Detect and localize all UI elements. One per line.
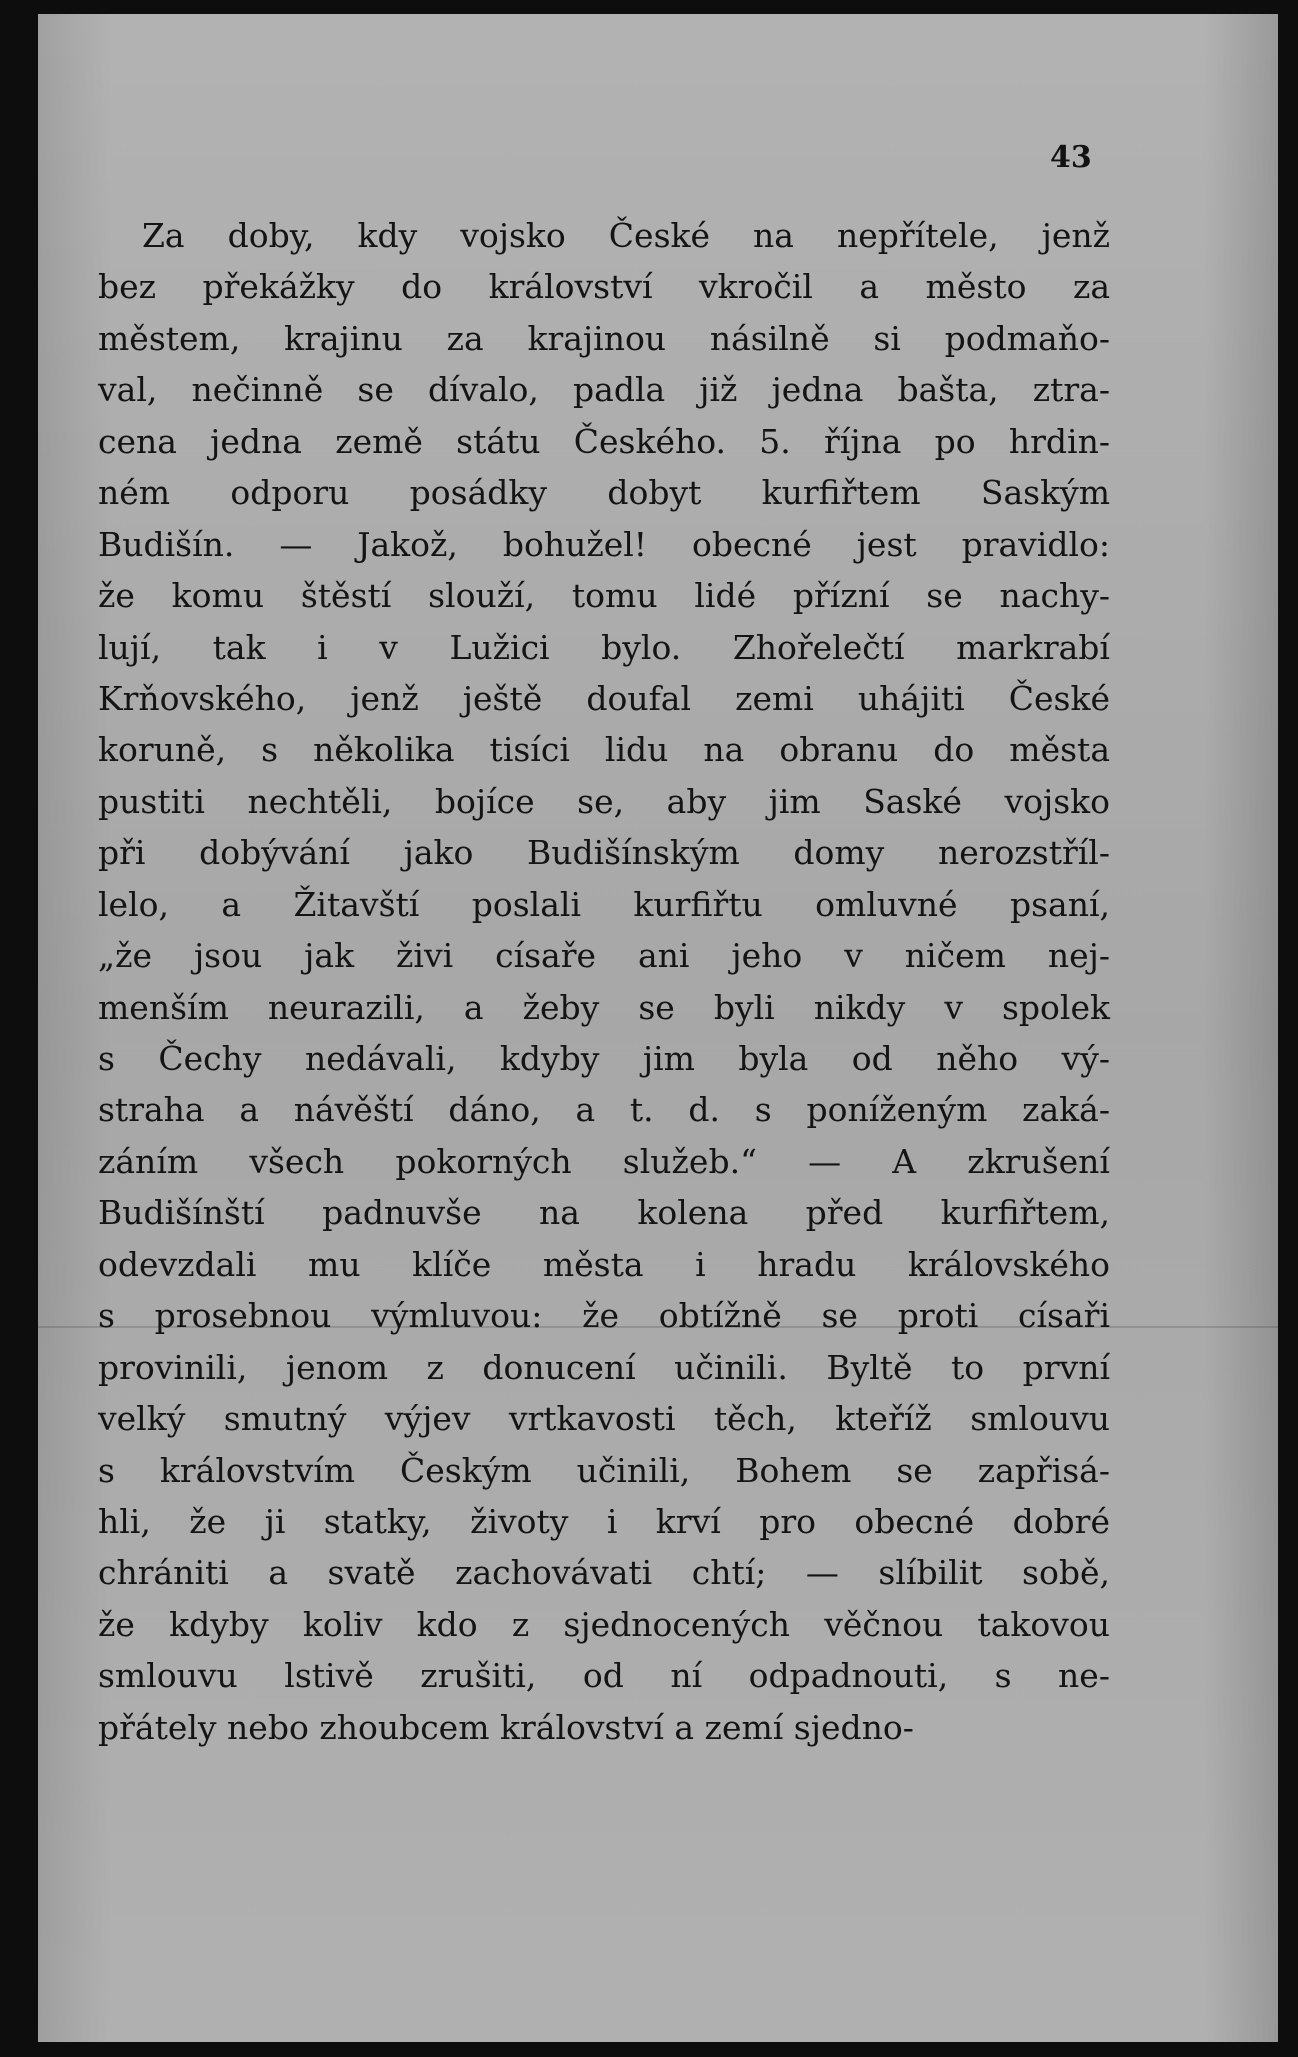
page-number: 43 <box>1050 140 1092 175</box>
text-line: s Čechy nedávali, kdyby jim byla od něho vý- <box>98 1039 1110 1078</box>
text-line: s prosebnou výmluvou: že obtížně se proti císaři <box>98 1296 1110 1336</box>
text-line: koruně, s několika tisíci lidu na obranu do města <box>98 730 1110 770</box>
text-line: Budišín. — Jakož, bohužel! obecné jest pravidlo: <box>98 524 1110 564</box>
text-line: velký smutný výjev vrtkavosti těch, kteříž smlouvu <box>98 1399 1110 1439</box>
text-line: smlouvu lstivě zrušiti, od ní odpadnouti, s ne- <box>98 1656 1110 1696</box>
text-line: hli, že ji statky, životy i krví pro obecné dobré <box>98 1501 1110 1541</box>
scanned-page <box>38 14 1278 2042</box>
text-line: Krňovského, jenž ještě doufal zemi uhájiti České <box>98 678 1110 718</box>
text-line: straha a návěští dáno, a t. d. s poníženým zaká- <box>98 1090 1110 1130</box>
text-line: odevzdali mu klíče města i hradu královského <box>98 1244 1110 1284</box>
text-line: lelo, a Žitavští poslali kurfiřtu omluvné psaní, <box>98 884 1110 924</box>
text-line: Budišínští padnuvše na kolena před kurfiřtem, <box>98 1193 1110 1233</box>
text-line: Za doby, kdy vojsko České na nepřítele, jenž <box>142 216 1110 255</box>
text-line: bez překážky do království vkročil a město za <box>98 267 1110 307</box>
text-line: při dobývání jako Budišínským domy nerozstříl- <box>98 833 1110 873</box>
text-line: menším neurazili, a žeby se byli nikdy v spolek <box>98 987 1110 1027</box>
text-line: že kdyby koliv kdo z sjednocených věčnou takovou <box>98 1604 1110 1644</box>
text-line: „že jsou jak živi císaře ani jeho v ničem nej- <box>98 936 1110 976</box>
text-line: přátely nebo zhoubcem království a zemí sjedno- <box>98 1707 914 1747</box>
text-line: val, nečinně se dívalo, padla již jedna bašta, ztra- <box>98 370 1110 410</box>
text-line: chrániti a svatě zachovávati chtí; — slíbilit sobě, <box>98 1553 1110 1593</box>
text-line: provinili, jenom z donucení učinili. Byltě to první <box>98 1347 1110 1387</box>
text-line: záním všech pokorných služeb.“ — A zkrušení <box>98 1141 1110 1181</box>
text-line: městem, krajinu za krajinou násilně si podmaňo- <box>98 318 1110 358</box>
text-line: ném odporu posádky dobyt kurfiřtem Saským <box>98 473 1110 513</box>
text-line: s královstvím Českým učinili, Bohem se zapřisá- <box>98 1450 1110 1490</box>
text-line: cena jedna země státu Českého. 5. října po hrdin- <box>98 421 1110 461</box>
text-line: že komu štěstí slouží, tomu lidé přízní se nachy- <box>98 576 1110 616</box>
body-text <box>98 210 1110 1753</box>
text-line: pustiti nechtěli, bojíce se, aby jim Saské vojsko <box>98 781 1110 821</box>
text-line: lují, tak i v Lužici bylo. Zhořelečtí markrabí <box>98 627 1110 667</box>
